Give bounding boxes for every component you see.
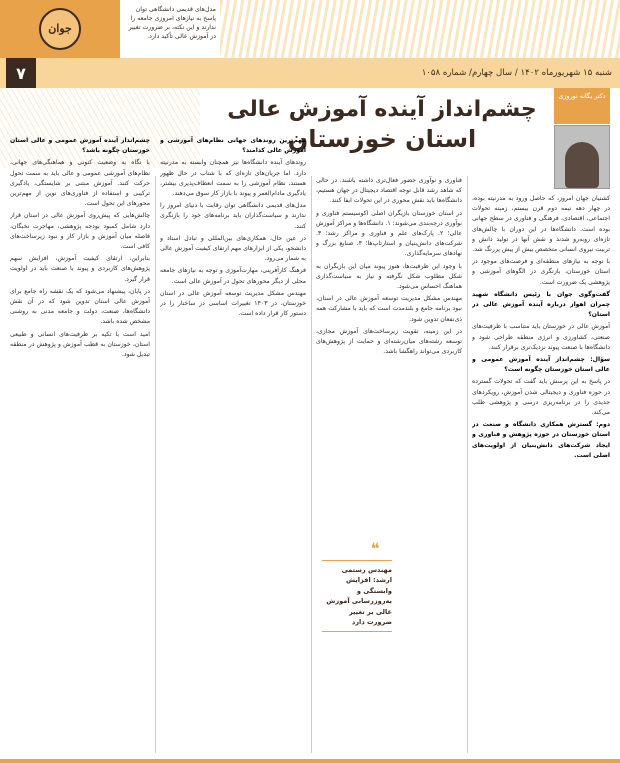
paragraph: آموزش عالی در خوزستان باید متناسب با ظرفیت‌های صنعتی، کشاورزی و انرژی منطقه طراحی شود و دانشگاه‌ها با صنعت پیوند نزدیک‌تری برقرار کنند. [472, 323, 610, 351]
question-heading: دوم: گسترش همکاری دانشگاه و صنعت در استان خوزستان در حوزه پژوهش و فناوری و ایجاد شرکت‌های دانش‌بنیان از اولویت‌های اصلی است. [472, 421, 610, 459]
paragraph: در عین حال، همکاری‌های بین‌المللی و تبادل استاد و دانشجو، یکی از ابزارهای مهم ارتقای کیفیت آموزش عالی به شمار می‌رود. [160, 234, 306, 263]
paragraph: در پاسخ به این پرسش باید گفت که تحولات گسترده در حوزه فناوری و دیجیتالی شدن آموزش، رویکردهای جدیدی را در برنامه‌ریزی درسی و پژوهشی طلب می‌کند. [472, 378, 610, 417]
question-heading: مهم‌ترین روندهای جهانی نظام‌های آموزشی و آموزش عالی کدامند؟ [160, 137, 306, 155]
column-1-body [472, 194, 610, 461]
paragraph: مدل‌های قدیمی دانشگاهی توان رقابت با دنیای امروز را ندارند و سیاست‌گذاران باید برنامه‌های خود را بازنگری کنند. [160, 202, 306, 230]
masthead-logo: جوان [39, 8, 81, 50]
paragraph: در این زمینه، تقویت زیرساخت‌های آموزش مجازی، توسعه رشته‌های میان‌رشته‌ای و حمایت از پژوهش‌های کاربردی می‌تواند راهگشا باشد. [316, 327, 462, 356]
header-strip [0, 58, 620, 88]
bottom-rule [0, 759, 620, 763]
issue-date-line: شنبه ۱۵ شهریورماه ۱۴۰۲ / سال چهارم/ شماره ۱۰۵۸ [421, 68, 612, 78]
column-1 [472, 150, 610, 753]
question-heading: سؤال: چشم‌انداز آینده آموزش عمومی و عالی استان خوزستان چگونه است؟ [472, 356, 610, 374]
author-label: دکتر یگانه نوروزی [554, 88, 610, 124]
quote-icon: ❝ [370, 539, 380, 558]
column-divider [311, 176, 312, 753]
question-heading: گفت‌وگوی جوان با رئیس دانشگاه شهید چمران اهواز درباره آینده آموزش عالی در استان؟ [472, 290, 610, 319]
page-number: ۷ [6, 58, 36, 88]
paragraph: روندهای آینده دانشگاه‌ها نیز همچنان وابسته به مدرنیته دارد. اما جریان‌های تازه‌ای که با شتاب در حال ظهور هستند، نظام آموزشی را به سمت انعطاف‌پذیری بیشتر، یادگیری مادام‌العمر و پیوند با بازار کار سوق می‌دهند. [160, 159, 306, 198]
paragraph: در استان خوزستان بازیگران اصلی اکوسیستم فناوری و نوآوری درجه‌بندی می‌شوند: ۱. دانشگاه‌ها و مراکز آموزش عالی؛ ۲. پارک‌های علم و فناوری و مراکز رشد؛ ۳. شرکت‌های دانش‌بنیان و استارتاپ‌ها؛ ۴. صنایع بزرگ و نهادهای سرمایه‌گذاری. [316, 209, 462, 258]
column-3 [160, 136, 306, 753]
title-line-1: چشم‌انداز آینده آموزش عالی [227, 97, 537, 122]
header-decoration [220, 0, 620, 58]
page-header [0, 0, 620, 88]
paragraph: کشتیان جهان امروز، که حاصل ورود به مدرنیته بوده، در چهار دهه نیمه ‌دوم قرن بیستم، زمینه تحولات اجتماعی، اقتصادی، فرهنگی و فناوری در سطح جهانی بوده است. دانشگاه‌ها در این دوران با چالش‌های تازه‌ای روبه‌رو شدند و نقش آنها در تولید دانش و تربیت نیروی انسانی متخصص بیش از پیش پررنگ شد. [472, 195, 610, 254]
paragraph: بنابراین، ارتقای کیفیت آموزش، افزایش سهم پژوهش‌های کاربردی و پیوند با صنعت باید در اولویت قرار گیرد. [10, 255, 150, 283]
column-divider [155, 176, 156, 753]
paragraph: مهندس مشکل مدیریت توسعه آموزش عالی در استان، نبود برنامه جامع و بلندمدت است که باید با مشارکت همه ذی‌نفعان تدوین شود. [316, 295, 462, 323]
paragraph: با توجه به نیازهای منطقه‌ای و فرصت‌های موجود در استان خوزستان، بازنگری در الگوهای آموزشی و پژوهشی یک ضرورت است. [472, 258, 610, 286]
paragraph: امید است با تکیه بر ظرفیت‌های انسانی و طبیعی استان، خوزستان به قطب آموزش و پژوهش در منطقه تبدیل شود. [10, 330, 150, 359]
column-divider [467, 176, 468, 753]
paragraph: فرهنگ کارآفرینی، مهارت‌آموزی و توجه به نیازهای جامعه محلی از دیگر محورهای تحول در آموزش عالی است. [160, 267, 306, 285]
paragraph: در پایان، پیشنهاد می‌شود که یک نقشه راه جامع برای آموزش عالی استان تدوین شود که در آن نقش دانشگاه‌ها، صنعت، دولت و جامعه مدنی به روشنی مشخص شده باشد. [10, 287, 150, 326]
paragraph: مهندس مشکل مدیریت توسعه آموزش عالی در استان خوزستان، در ۱۴۰۳ تغییرات اساسی در ساختار را در دستور کار قرار داده است. [160, 289, 306, 318]
title-line-2: استان خوزستان [287, 124, 477, 153]
paragraph: چالش‌هایی که پیش‌روی آموزش عالی در استان قرار دارد شامل کمبود بودجه پژوهشی، مهاجرت نخبگان، فاصله میان آموزش و بازار کار و نبود زیرساخت‌های کافی است. [10, 212, 150, 251]
pull-quote: مهندس رستمی ارشد: افزایش وابستگی و به‌روزرسانی آموزش عالی بر تغییر ضرورت دارد [322, 560, 392, 632]
paragraph: با وجود این ظرفیت‌ها، هنوز پیوند میان این بازیگران به شکل مطلوب شکل نگرفته و نیاز به سیاست‌گذاری هماهنگ احساس می‌شود. [316, 262, 462, 291]
question-heading: چشم‌انداز آینده آموزش عمومی و عالی استان خوزستان چگونه باشد؟ [10, 137, 150, 155]
paragraph: با نگاه به وضعیت کنونی و هماهنگی‌های جهانی، نظام‌های آموزشی عمومی و عالی باید به سمت تحول حرکت کنند. آموزش مبتنی بر شایستگی، یادگیری ترکیبی و استفاده از فناوری‌های نوین از مهم‌ترین محورهای این تحول است. [10, 159, 150, 208]
column-4 [10, 136, 150, 753]
masthead [0, 0, 120, 58]
header-blurb: مدل‌های قدیمی دانشگاهی توان پاسخ به نیازهای امروزی جامعه را ندارند و این نکته، بر ضرورت تغییر در آموزش عالی تأکید دارد. [128, 6, 216, 40]
paragraph: فناوری و نوآوری حضور فعال‌تری داشته باشند. در حالی که شاهد رشد قابل توجه اقتصاد دیجیتال در جهان هستیم، دانشگاه‌ها باید نقش محوری در این تحولات ایفا کنند. [316, 177, 462, 205]
column-2 [316, 176, 462, 753]
